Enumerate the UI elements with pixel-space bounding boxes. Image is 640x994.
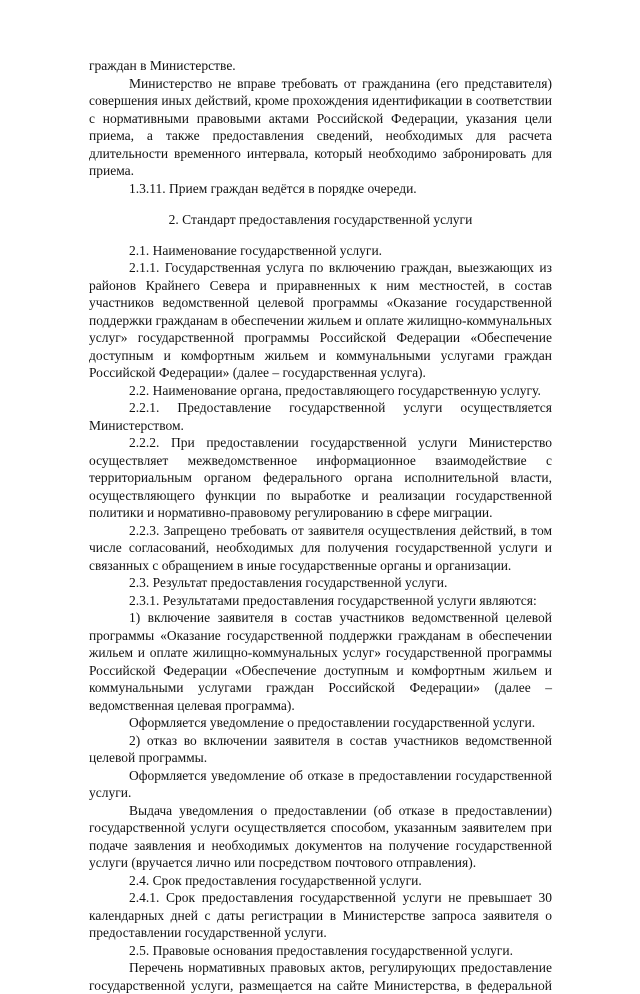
paragraph: 2.1.1. Государственная услуга по включению граждан, выезжающих из районов Крайнего Севера и приравненных к ним местностей, в состав участников ведомственной целевой программы «Оказание государственной поддержки гражданам в обеспечении жильем и оплате жилищно-коммунальных услуг» государственной программы Российской Федерации «Обеспечение доступным и комфортным жильем и коммунальными услугами граждан Российской Федерации» (далее – государственная услуга).	[89, 260, 552, 380]
paragraph: Министерство не вправе требовать от гражданина (его представителя) совершения иных действий, кроме прохождения идентификации в соответствии с нормативными правовыми актами Российской Федерации, указания цели приема, а также предоставления сведений, необходимых для расчета длительности временного интервала, который необходимо забронировать для приема.	[89, 75, 552, 178]
paragraph: 2.2.1. Предоставление государственной услуги осуществляется Министерством.	[89, 400, 552, 433]
paragraph: 2.3.1. Результатами предоставления государственной услуги являются:	[129, 592, 537, 608]
paragraph: 2) отказ во включении заявителя в состав участников ведомственной целевой программы.	[89, 732, 552, 765]
paragraph: Оформляется уведомление об отказе в предоставлении государственной услуги.	[89, 767, 552, 800]
paragraph: 2.2. Наименование органа, предоставляющего государственную услугу.	[129, 382, 541, 398]
section-heading: 2. Стандарт предоставления государственной услуги	[168, 212, 473, 227]
paragraph: Выдача уведомления о предоставлении (об отказе в предоставлении) государственной услуги осуществляется способом, указанным заявителем при подаче заявления и необходимых документов на получение государственной услуги (вручается лично или посредством почтового отправления).	[89, 802, 552, 870]
paragraph: 2.4. Срок предоставления государственной услуги.	[129, 872, 422, 888]
paragraph: 2.4.1. Срок предоставления государственной услуги не превышает 30 календарных дней с даты регистрации в Министерстве запроса заявителя о предоставлении государственной услуги.	[89, 890, 552, 940]
paragraph: 2.2.3. Запрещено требовать от заявителя осуществления действий, в том числе согласований, необходимых для получения государственной услуги и связанных с обращением в иные государственные органы и организации.	[89, 522, 552, 573]
paragraph: 1) включение заявителя в состав участников ведомственной целевой программы «Оказание государственной поддержки гражданам в обеспечении жильем и оплате жилищно-коммунальных услуг» государственной программы Российской Федерации «Обеспечение доступным и комфортным жильем и коммунальными услугами граждан Российской Федерации» (далее – ведомственная целевая программа).	[89, 610, 552, 713]
paragraph: Оформляется уведомление о предоставлении государственной услуги.	[129, 715, 536, 730]
paragraph: 2.2.2. При предоставлении государственной услуги Министерство осуществляет межведомственное информационное взаимодействие с территориальным органом федерального органа исполнительной власти, осуществляющего функции по выработке и реализации государственной политики и нормативно-правовому регулированию в сфере миграции.	[89, 435, 552, 520]
paragraph: Перечень нормативных правовых актов, регулирующих предоставление государственной услуги, размещается на сайте Министерства, в федеральной	[89, 960, 552, 993]
paragraph: 1.3.11. Прием граждан ведётся в порядке очереди.	[129, 180, 417, 196]
paragraph: граждан в Министерстве.	[89, 58, 236, 73]
paragraph: 2.3. Результат предоставления государственной услуги.	[129, 575, 448, 590]
paragraph: 2.1. Наименование государственной услуги.	[129, 242, 383, 258]
paragraph: 2.5. Правовые основания предоставления государственной услуги.	[129, 942, 513, 958]
